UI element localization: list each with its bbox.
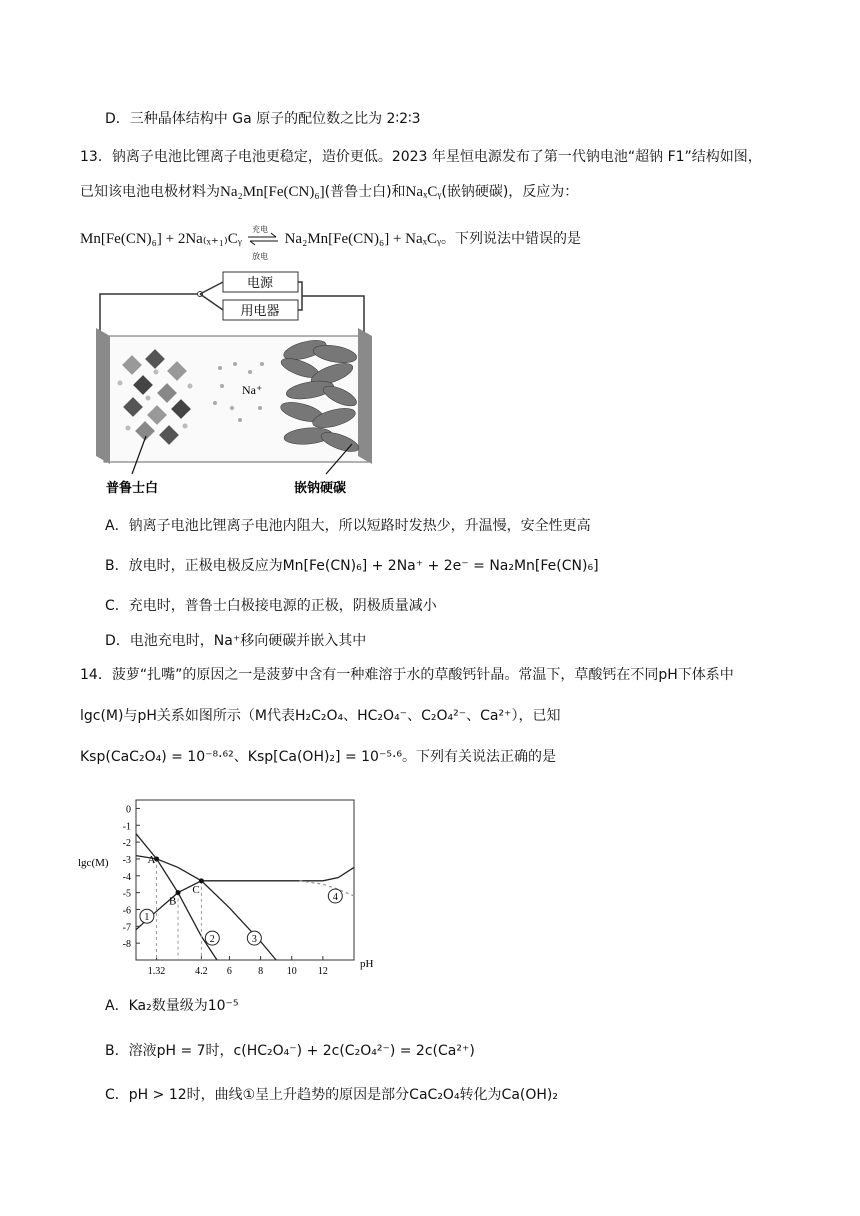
left-electrode	[96, 328, 110, 464]
q13-stem-line1: 13．钠离子电池比锂离子电池更稳定，造价更低。2023 年星恒电源发布了第一代钠电池“超钠 F1”结构如图，	[80, 149, 762, 165]
right-material-label: 嵌钠硬碳	[293, 480, 347, 495]
x-tick-label: 10	[286, 966, 297, 977]
y-tick-label: -2	[122, 838, 131, 850]
x-axis-label: pH	[360, 958, 374, 970]
series-name-label: 1	[144, 912, 150, 924]
power-label: 电源	[246, 275, 274, 290]
x-tick-label: 12	[317, 966, 328, 977]
reaction-left: Mn[Fe(CN)₆] + 2Na₍ₓ₊₁₎Cᵧ	[80, 231, 242, 247]
reaction-right: Na₂Mn[Fe(CN)₆] + NaₓCᵧ	[284, 231, 441, 247]
point-marker	[176, 890, 181, 895]
y-tick-label: -6	[122, 905, 131, 917]
switch-to-device	[200, 294, 223, 310]
q13-formula-prussian-white: Na₂Mn[Fe(CN)₆]	[220, 184, 325, 200]
series-name-label: 3	[251, 934, 257, 946]
y-tick-label: -1	[122, 821, 131, 833]
q13-option-a: A．钠离子电池比锂离子电池内阻大，所以短路时发热少，升温慢，安全性更高	[105, 518, 591, 534]
q13-option-d: D．电池充电时，Na⁺移向硬碳并嵌入其中	[105, 633, 367, 649]
q13-line2-mid: (普鲁士白)和	[324, 184, 406, 200]
na-ion-label: Na⁺	[242, 383, 263, 397]
switch-to-power	[200, 282, 223, 294]
q14-stem-line1: 14．菠萝“扎嘴”的原因之一是菠萝中含有一种难溶于水的草酸钙针晶。常温下，草酸钙在不同pH下体系中	[80, 667, 734, 683]
q14-option-c: C．pH > 12时，曲线①呈上升趋势的原因是部分CaC₂O₄转化为Ca(OH)₂	[105, 1087, 558, 1103]
y-axis-label: lgc(M)	[78, 857, 109, 869]
wire-left-top	[100, 294, 200, 336]
series-line-4	[300, 881, 355, 896]
q12-option-d: D．三种晶体结构中 Ga 原子的配位数之比为 2∶2∶3	[105, 111, 421, 127]
q13-stem-line2	[80, 181, 578, 203]
q13-formula-hard-carbon: NaₓCᵧ	[405, 184, 442, 200]
x-tick-label: 1.32	[147, 966, 166, 977]
point-label: B	[169, 895, 177, 908]
reversible-arrow	[246, 225, 280, 261]
q13-line2-post: (嵌钠硬碳)，反应为：	[441, 184, 579, 200]
box-joiner	[298, 282, 302, 310]
y-tick-label: 0	[126, 804, 131, 816]
x-tick-label: 4.2	[195, 966, 208, 977]
lgc-ph-chart	[70, 780, 390, 980]
q13-option-b: B．放电时，正极电极反应为Mn[Fe(CN)₆] + 2Na⁺ + 2e⁻ = Na₂Mn[Fe(CN)₆]	[105, 558, 599, 574]
y-tick-label: -4	[122, 871, 131, 883]
series-line-2	[136, 834, 217, 960]
q13-line2-pre: 已知该电池电极材料为	[80, 184, 220, 200]
arrow-charge-label: 充电	[252, 225, 269, 234]
y-tick-label: -3	[122, 854, 131, 866]
q14-option-b: B．溶液pH = 7时，c(HC₂O₄⁻) + 2c(C₂O₄²⁻) = 2c(Ca²⁺)	[105, 1043, 475, 1059]
q13-reaction	[80, 225, 581, 261]
plot-frame	[136, 800, 354, 960]
point-marker	[199, 878, 204, 883]
reaction-post: 。下列说法中错误的是	[440, 231, 581, 247]
q14-stem-line3: Ksp(CaC₂O₄) = 10⁻⁸·⁶²、Ksp[Ca(OH)₂] = 10⁻⁵·⁶。下列有关说法正确的是	[80, 749, 557, 765]
series-name-label: 4	[332, 892, 338, 903]
wire-right-top	[302, 296, 364, 336]
q14-stem-line2: lgc(M)与pH关系如图所示（M代表H₂C₂O₄、HC₂O₄⁻、C₂O₄²⁻、Ca²⁺），已知	[80, 708, 561, 724]
y-tick-label: -8	[122, 939, 131, 951]
series-name-label: 2	[209, 934, 215, 946]
left-material-label: 普鲁士白	[105, 480, 159, 495]
y-tick-label: -7	[122, 922, 131, 934]
right-electrode	[358, 328, 372, 464]
q13-option-c: C．充电时，普鲁士白极接电源的正极，阴极质量减小	[105, 598, 437, 614]
device-label: 用电器	[240, 303, 280, 318]
point-label: C	[192, 883, 200, 896]
q14-option-a: A．Ka₂数量级为10⁻⁵	[105, 998, 239, 1014]
x-tick-label: 6	[226, 966, 232, 977]
point-label: A	[147, 853, 156, 866]
y-tick-label: -5	[122, 888, 131, 900]
arrow-discharge-label: 放电	[252, 252, 269, 261]
x-tick-label: 8	[258, 966, 264, 977]
battery-diagram	[90, 268, 390, 500]
